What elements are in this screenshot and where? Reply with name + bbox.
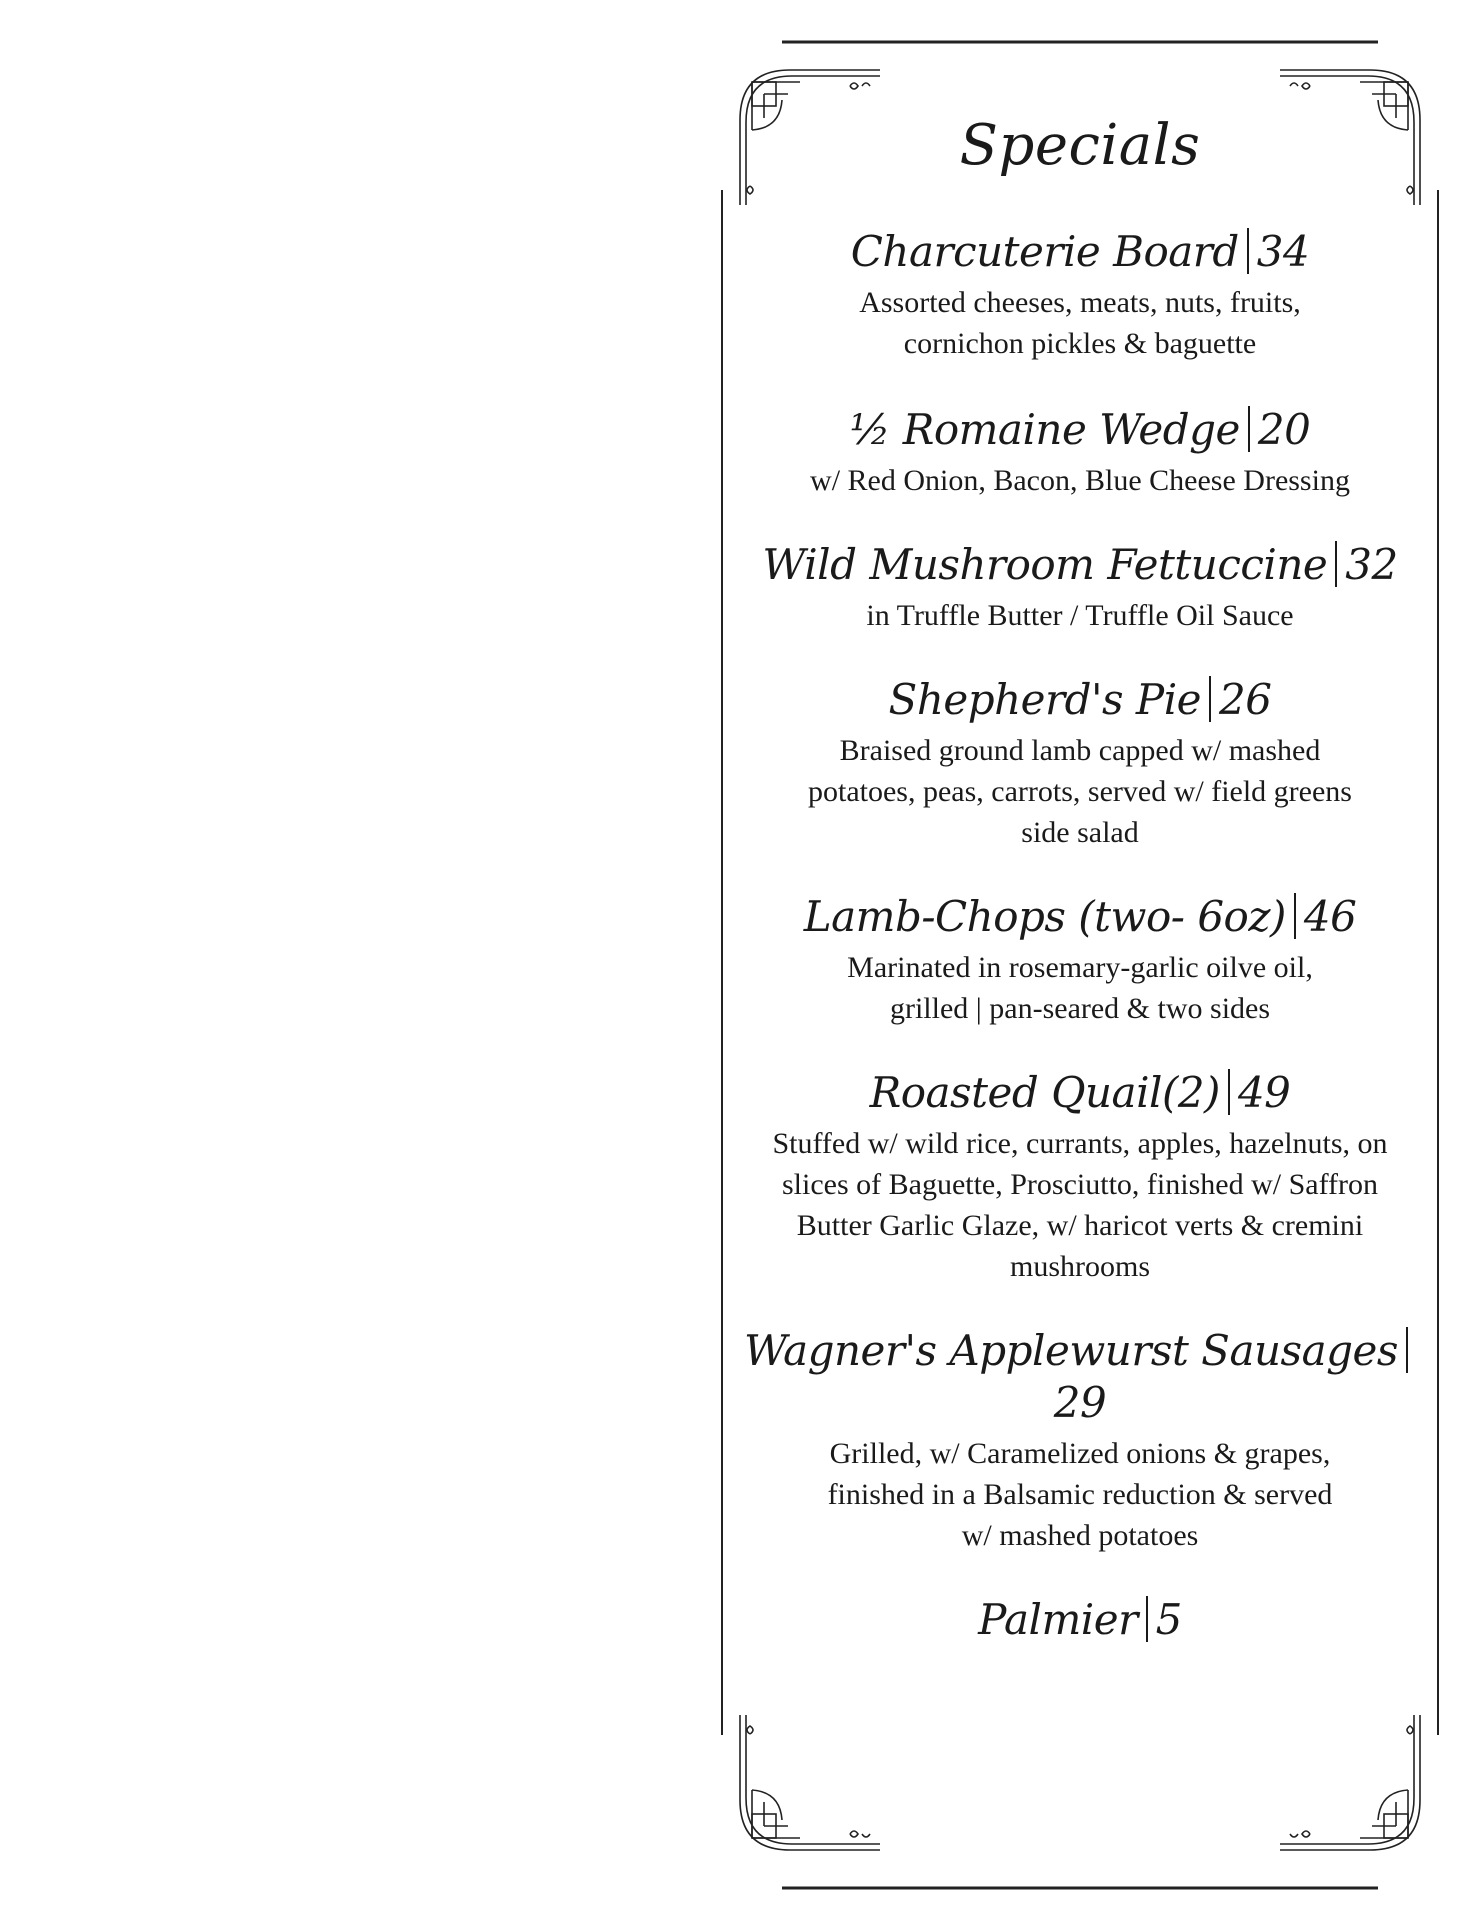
menu-item <box>736 891 1424 1029</box>
price-separator <box>1248 406 1250 452</box>
menu-item <box>736 539 1424 636</box>
menu-item-description: Stuffed w/ wild rice, currants, apples, hazelnuts, on slices of Baguette, Prosciutto, finished w/ Saffron Butter Garlic Glaze, w/ haricot verts & cremini mushrooms <box>772 1127 1388 1283</box>
menu-item-description: Grilled, w/ Caramelized onions & grapes, finished in a Balsamic reduction & served w/ mashed potatoes <box>827 1437 1333 1552</box>
menu-item-price: 20 <box>1257 405 1311 454</box>
menu-item-price: 49 <box>1237 1068 1291 1117</box>
menu-item-price: 32 <box>1345 540 1398 589</box>
menu-item-heading <box>736 1325 1424 1429</box>
menu-item-name: Shepherd's Pie <box>888 675 1201 724</box>
menu-item-description: in Truffle Butter / Truffle Oil Sauce <box>866 599 1294 632</box>
menu-item <box>736 674 1424 853</box>
menu-item <box>736 1594 1424 1646</box>
menu-item-description: Assorted cheeses, meats, nuts, fruits, cornichon pickles & baguette <box>859 286 1301 360</box>
menu-title: Specials <box>959 113 1201 178</box>
menu-item-description: Marinated in rosemary-garlic oilve oil, grilled | pan-seared & two sides <box>847 951 1313 1025</box>
menu-item-price: 26 <box>1218 675 1272 724</box>
menu-item-name: Lamb-Chops (two- 6oz) <box>803 892 1286 941</box>
menu-content <box>736 113 1424 1646</box>
menu-item-name: Wild Mushroom Fettuccine <box>762 540 1328 589</box>
menu-item-heading <box>736 674 1424 726</box>
menu-item-description: w/ Red Onion, Bacon, Blue Cheese Dressing <box>810 464 1350 497</box>
menu-item-heading <box>736 404 1424 456</box>
menu-item-heading <box>736 539 1424 591</box>
menu-item <box>736 226 1424 364</box>
menu-item <box>736 1325 1424 1556</box>
menu-item-heading <box>736 891 1424 943</box>
menu-item-name: ½ Romaine Wedge <box>849 405 1240 454</box>
price-separator <box>1406 1327 1408 1373</box>
price-separator <box>1209 676 1211 722</box>
menu-item-name: Roasted Quail(2) <box>869 1068 1220 1117</box>
menu-item-price: 46 <box>1303 892 1357 941</box>
menu-item-heading <box>736 1067 1424 1119</box>
menu-item <box>736 1067 1424 1287</box>
price-separator <box>1146 1596 1148 1642</box>
menu-item-price: 34 <box>1256 227 1310 276</box>
menu-item-heading <box>736 1594 1424 1646</box>
menu-item-price: 29 <box>1053 1378 1107 1427</box>
corner-ornament-bottom-right <box>1280 1715 1420 1850</box>
menu-item-description: Braised ground lamb capped w/ mashed potatoes, peas, carrots, served w/ field greens side salad <box>808 734 1352 849</box>
price-separator <box>1335 541 1337 587</box>
price-separator <box>1294 893 1296 939</box>
menu-item-name: Wagner's Applewurst Sausages <box>744 1326 1398 1375</box>
menu-item-heading <box>736 226 1424 278</box>
menu-item-price: 5 <box>1155 1595 1182 1644</box>
corner-ornament-bottom-left <box>740 1715 880 1850</box>
menu-item-list <box>736 226 1424 1646</box>
price-separator <box>1247 228 1249 274</box>
menu-item <box>736 404 1424 501</box>
menu-card <box>700 0 1460 1920</box>
menu-item-name: Palmier <box>978 1595 1138 1644</box>
menu-item-name: Charcuterie Board <box>850 227 1239 276</box>
price-separator <box>1228 1069 1230 1115</box>
